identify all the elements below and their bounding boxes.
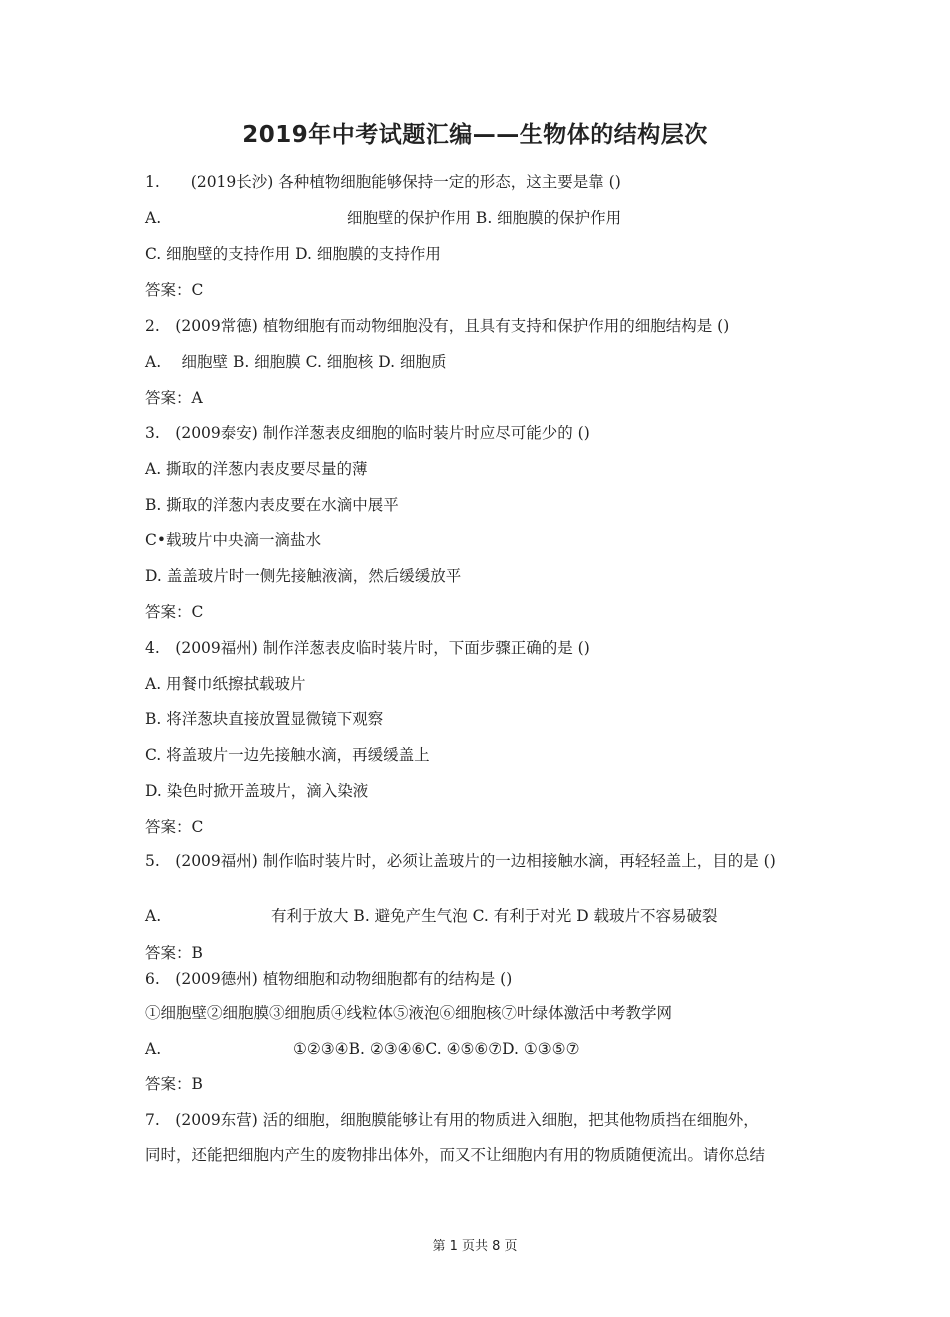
options-text: C. 细胞壁的支持作用 D. 细胞膜的支持作用 bbox=[145, 245, 441, 263]
option-c: C. 将盖玻片一边先接触水滴，再缓缓盖上 bbox=[145, 746, 430, 764]
option-c: C•载玻片中央滴一滴盐水 bbox=[145, 531, 322, 549]
question-7: 7. (2009东营) 活的细胞，细胞膜能够让有用的物质进入细胞，把其他物质挡在细胞外， bbox=[145, 1111, 759, 1129]
options-text: ①②③④B. ②③④⑥C. ④⑤⑥⑦D. ①③⑤⑦ bbox=[293, 1040, 580, 1058]
question-6: 6. (2009德州) 植物细胞和动物细胞都有的结构是 () bbox=[145, 970, 513, 988]
option-a-label: A. bbox=[145, 907, 162, 925]
option-b: B. 将洋葱块直接放置显微镜下观察 bbox=[145, 710, 384, 728]
option-a-label: A. bbox=[145, 1040, 162, 1058]
answer: 答案：B bbox=[145, 1075, 203, 1093]
options-text: 有利于放大 B. 避免产生气泡 C. 有利于对光 D 载玻片不容易破裂 bbox=[271, 907, 718, 925]
option-a-label: A. bbox=[145, 209, 162, 227]
question-7-continued: 同时，还能把细胞内产生的废物排出体外，而又不让细胞内有用的物质随便流出。请你总结 bbox=[145, 1146, 766, 1164]
question-4: 4. (2009福州) 制作洋葱表皮临时装片时，下面步骤正确的是 () bbox=[145, 639, 590, 657]
options-text: A. 细胞壁 B. 细胞膜 C. 细胞核 D. 细胞质 bbox=[145, 353, 447, 371]
page-footer: 第 1 页共 8 页 bbox=[432, 1239, 518, 1254]
options-text: 细胞壁的保护作用 B. 细胞膜的保护作用 bbox=[347, 209, 622, 227]
question-5: 5. (2009福州) 制作临时装片时，必须让盖玻片的一边相接触水滴，再轻轻盖上，目的是 () bbox=[145, 852, 776, 870]
document-title: 2019年中考试题汇编——生物体的结构层次 bbox=[242, 122, 708, 148]
option-d: D. 盖盖玻片时一侧先接触液滴，然后缓缓放平 bbox=[145, 567, 462, 585]
option-a: A. 用餐巾纸擦拭载玻片 bbox=[145, 675, 306, 693]
option-b: B. 撕取的洋葱内表皮要在水滴中展平 bbox=[145, 496, 399, 514]
answer: 答案：C bbox=[145, 818, 204, 836]
answer: 答案：A bbox=[145, 389, 203, 407]
question-3: 3. (2009泰安) 制作洋葱表皮细胞的临时装片时应尽可能少的 () bbox=[145, 424, 590, 442]
answer: 答案：B bbox=[145, 944, 203, 962]
answer: 答案：C bbox=[145, 603, 204, 621]
question-1: 1. (2019长沙) 各种植物细胞能够保持一定的形态，这主要是靠 () bbox=[145, 173, 621, 191]
option-d: D. 染色时掀开盖玻片，滴入染液 bbox=[145, 782, 369, 800]
structure-list: ①细胞壁②细胞膜③细胞质④线粒体⑤液泡⑥细胞核⑦叶绿体激活中考教学网 bbox=[145, 1004, 673, 1022]
answer: 答案：C bbox=[145, 281, 204, 299]
question-2: 2. (2009常德) 植物细胞有而动物细胞没有，且具有支持和保护作用的细胞结构是 () bbox=[145, 317, 730, 335]
option-a: A. 撕取的洋葱内表皮要尽量的薄 bbox=[145, 460, 368, 478]
